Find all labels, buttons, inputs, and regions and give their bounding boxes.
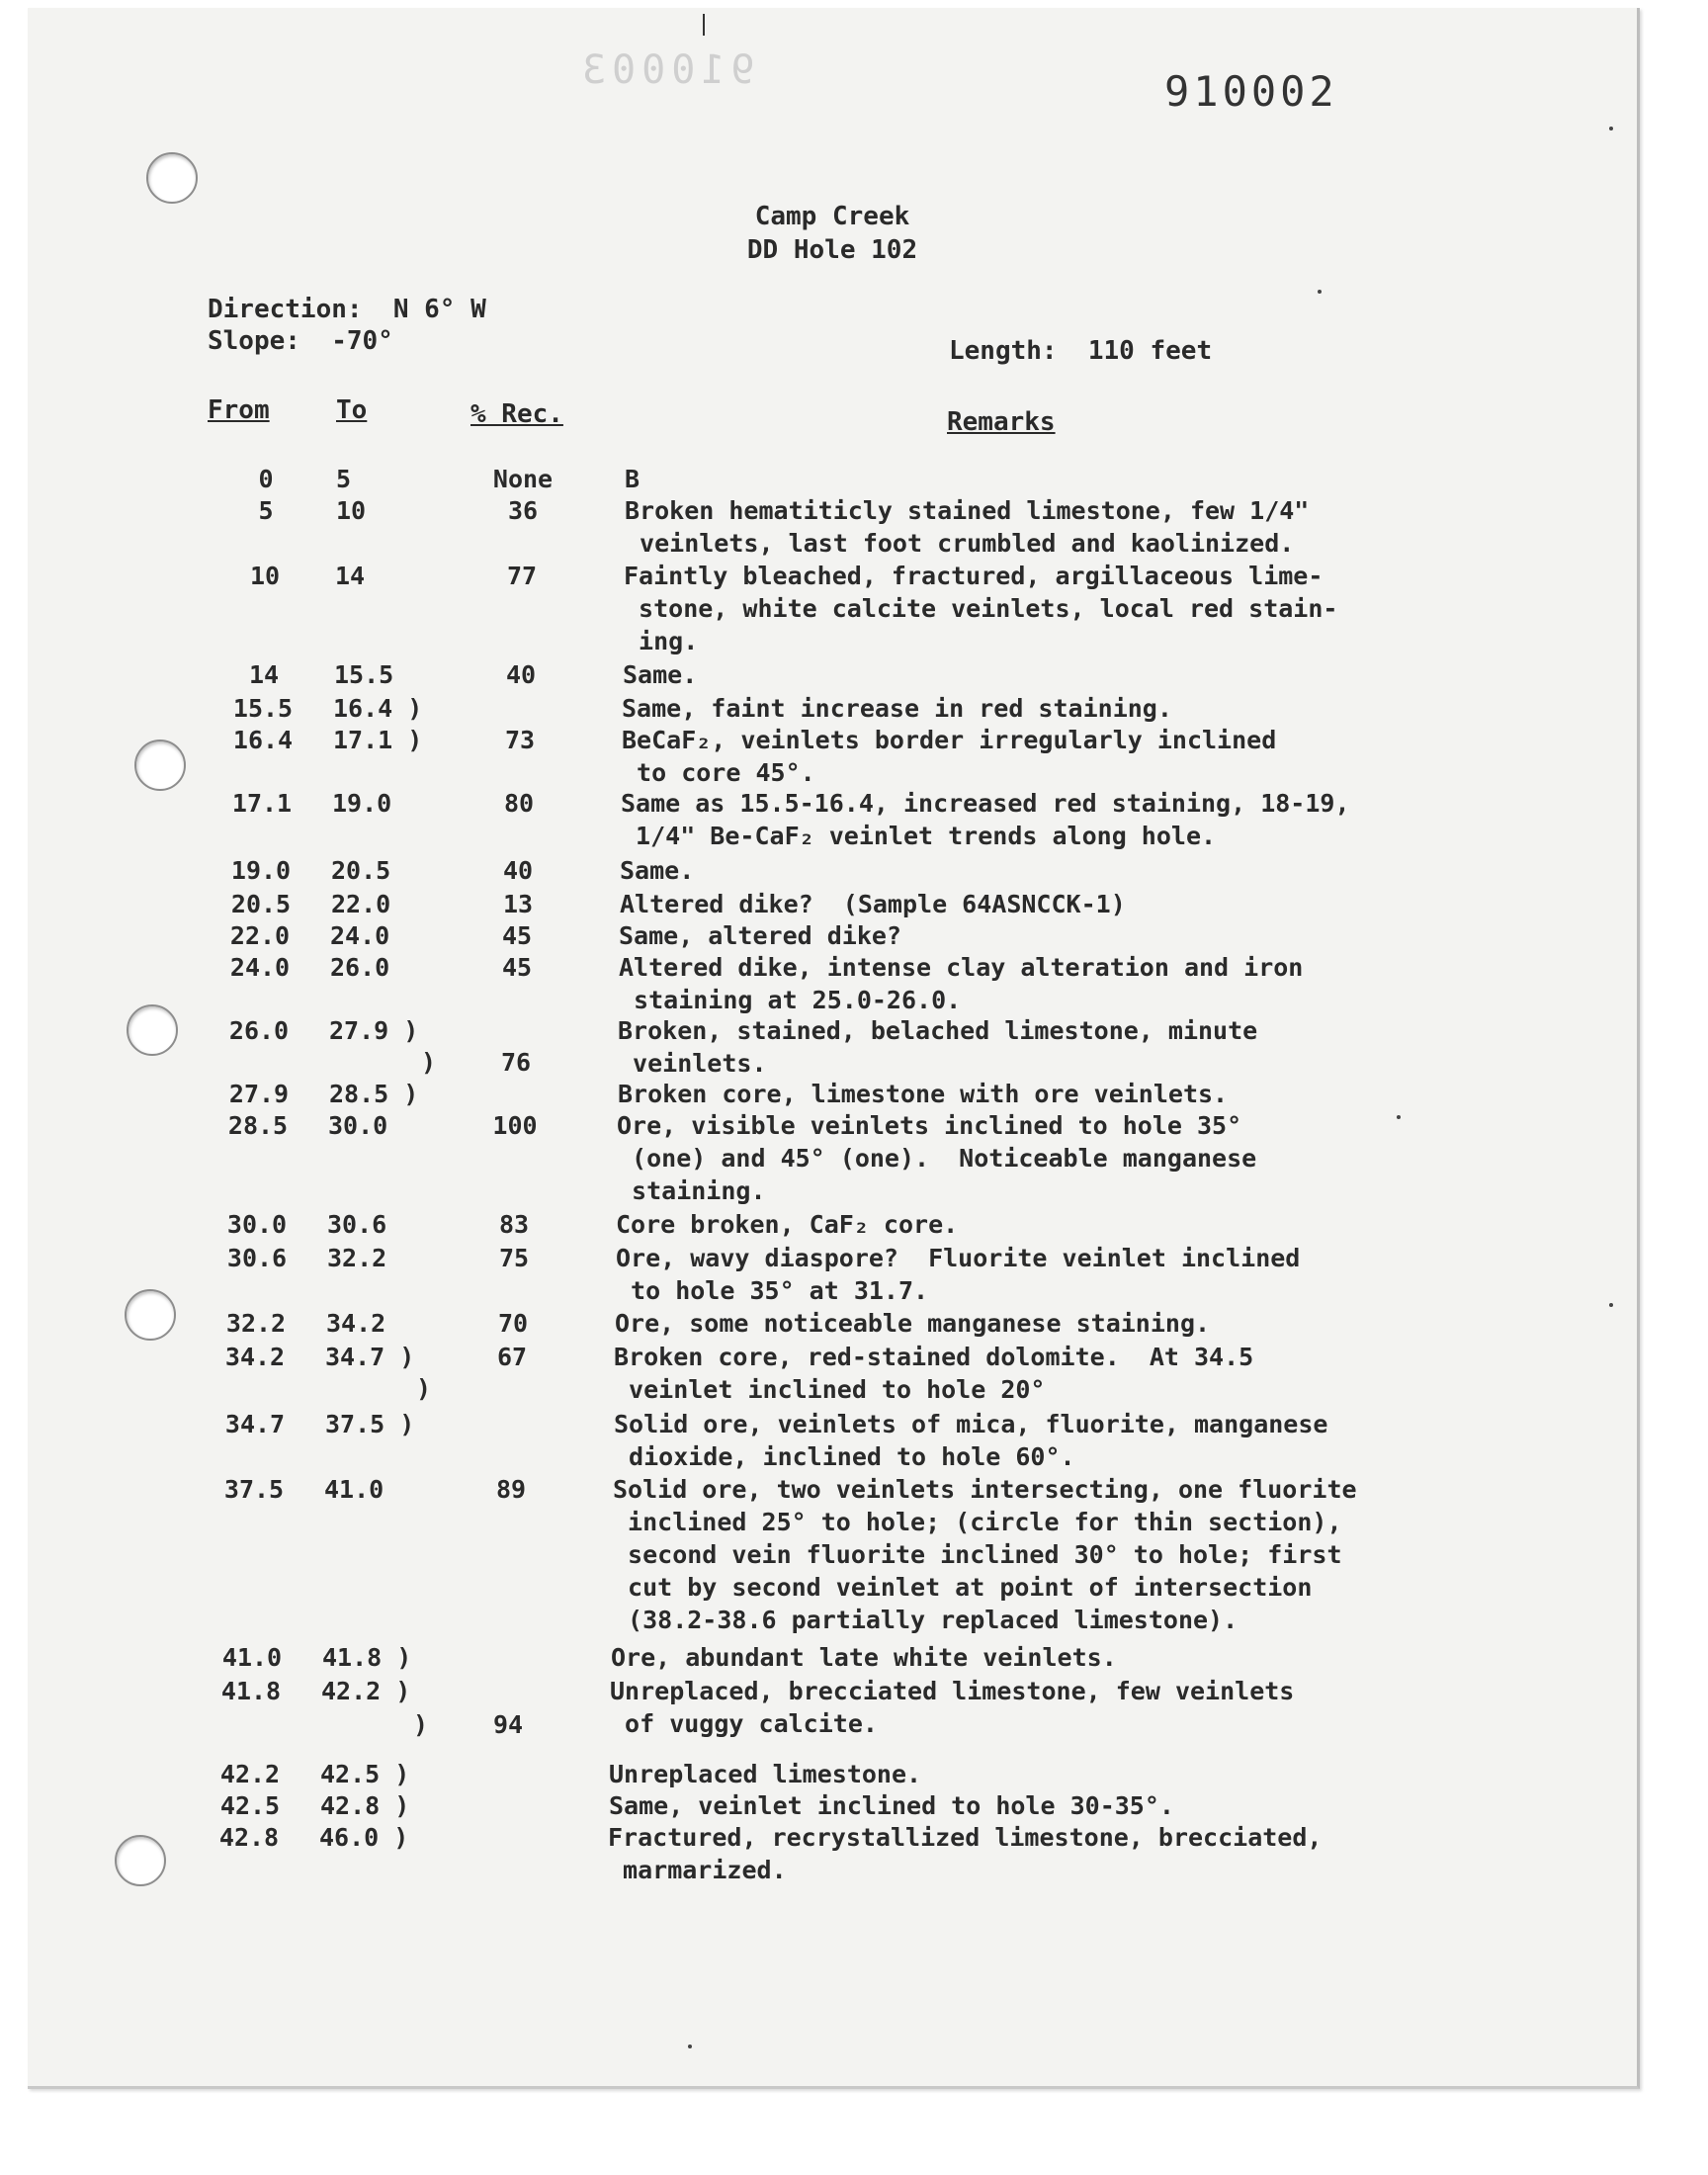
from-cell: 19.0	[230, 856, 292, 885]
remarks-cell: Fractured, recrystallized limestone, brecciated, marmarized.	[608, 1823, 1323, 1884]
recovery-cell: 40	[502, 856, 534, 885]
recovery-cell: 77	[506, 562, 538, 590]
recovery-cell: 75	[498, 1244, 530, 1272]
remarks-cell: Solid ore, two veinlets intersecting, one fluorite inclined 25° to hole; (circle for thin section), second vein fluorite inclined 30° to hole; first cut by second veinlet at point of intersection (38.2-38.6 partially replaced limestone).	[613, 1475, 1357, 1634]
from-cell: 30.6	[226, 1244, 288, 1272]
to-cell: 14	[335, 562, 366, 590]
to-cell: 19.0	[332, 789, 392, 818]
to-cell: 32.2	[327, 1244, 387, 1272]
from-cell: 34.7	[224, 1410, 286, 1438]
remarks-cell: Altered dike, intense clay alteration and iron staining at 25.0-26.0.	[619, 953, 1304, 1014]
log-sheet	[28, 8, 1640, 2089]
remarks-cell: Ore, abundant late white veinlets.	[611, 1643, 1117, 1672]
to-cell: 5	[336, 465, 352, 493]
punch-hole	[115, 1835, 166, 1886]
title-line2: DD Hole 102	[746, 235, 918, 265]
from-cell: 5	[258, 496, 274, 525]
from-cell: 41.8	[220, 1677, 282, 1705]
recovery-cell: 40	[505, 660, 537, 689]
from-cell: 26.0	[228, 1016, 290, 1045]
from-cell: 22.0	[229, 921, 291, 950]
to-cell: 26.0	[330, 953, 390, 982]
to-cell: 24.0	[330, 921, 390, 950]
remarks-header: Remarks	[947, 407, 1056, 437]
from-cell: 14	[248, 660, 280, 689]
recovery-cell: 94	[492, 1710, 524, 1739]
to-cell: 16.4 )	[333, 694, 423, 723]
to-cell: 34.7 )	[325, 1343, 415, 1371]
recovery-cell: 67	[496, 1343, 528, 1371]
from-cell: 42.8	[218, 1823, 280, 1852]
recovery-cell: 73	[504, 726, 536, 754]
from-cell: 17.1	[231, 789, 293, 818]
from-cell: 0	[258, 465, 274, 493]
to-cell: 20.5	[331, 856, 391, 885]
speck	[1609, 127, 1613, 130]
remarks-cell: Altered dike? (Sample 64ASNCCK-1)	[620, 890, 1126, 918]
from-cell: 20.5	[230, 890, 292, 918]
from-cell: 37.5	[223, 1475, 285, 1504]
from-cell: 15.5	[232, 694, 294, 723]
from-cell: 42.5	[219, 1791, 281, 1820]
remarks-cell: Same.	[620, 856, 695, 885]
to-cell: 10	[336, 496, 367, 525]
to-cell: 37.5 )	[325, 1410, 415, 1438]
remarks-cell: Same, faint increase in red staining.	[622, 694, 1172, 723]
slope-label: Slope: -70°	[208, 326, 393, 356]
bleed-through-number: 910003	[576, 47, 755, 93]
from-cell: 10	[249, 562, 281, 590]
recovery-cell: 45	[501, 953, 533, 982]
recovery-cell: None	[492, 465, 554, 493]
to-cell: 30.0	[328, 1111, 388, 1140]
remarks-cell: Unreplaced, brecciated limestone, few veinlets of vuggy calcite.	[610, 1677, 1295, 1738]
from-cell: 34.2	[224, 1343, 286, 1371]
punch-hole	[134, 740, 186, 791]
recovery-cell: 80	[503, 789, 535, 818]
group-bracket: )	[421, 1048, 437, 1077]
recovery-cell: 70	[497, 1309, 529, 1338]
remarks-cell: Unreplaced limestone.	[609, 1760, 922, 1788]
from-cell: 30.0	[226, 1210, 288, 1239]
remarks-cell: B	[625, 465, 640, 493]
remarks-cell: Broken, stained, belached limestone, minute veinlets.	[618, 1016, 1258, 1078]
remarks-cell: Ore, visible veinlets inclined to hole 35° (one) and 45° (one). Noticeable manganese staining.	[617, 1111, 1257, 1205]
recovery-cell: 13	[502, 890, 534, 918]
group-bracket: )	[416, 1374, 432, 1403]
from-cell: 27.9	[228, 1080, 290, 1108]
to-header: To	[336, 395, 368, 425]
punch-hole	[125, 1289, 176, 1341]
to-cell: 22.0	[331, 890, 391, 918]
length-label: Length: 110 feet	[949, 336, 1213, 366]
to-cell: 42.5 )	[320, 1760, 410, 1788]
remarks-cell: Ore, some noticeable manganese staining.	[615, 1309, 1211, 1338]
punch-hole	[146, 152, 198, 204]
to-cell: 15.5	[334, 660, 394, 689]
from-cell: 32.2	[225, 1309, 287, 1338]
remarks-cell: Core broken, CaF₂ core.	[616, 1210, 959, 1239]
from-cell: 41.0	[221, 1643, 283, 1672]
from-cell: 28.5	[227, 1111, 289, 1140]
direction-label: Direction: N 6° W	[208, 295, 486, 324]
remarks-cell: BeCaF₂, veinlets border irregularly inclined to core 45°.	[622, 726, 1277, 787]
to-cell: 30.6	[327, 1210, 387, 1239]
from-cell: 16.4	[232, 726, 294, 754]
remarks-cell: Broken hematiticly stained limestone, few 1/4" veinlets, last foot crumbled and kaolinized.	[625, 496, 1310, 558]
to-cell: 46.0 )	[319, 1823, 409, 1852]
remarks-cell: Same as 15.5-16.4, increased red staining, 18-19, 1/4" Be-CaF₂ veinlet trends along hole.	[621, 789, 1350, 850]
remarks-cell: Same, veinlet inclined to hole 30-35°.	[609, 1791, 1174, 1820]
remarks-cell: Broken core, red-stained dolomite. At 34.5 veinlet inclined to hole 20°	[614, 1343, 1254, 1404]
to-cell: 27.9 )	[329, 1016, 419, 1045]
to-cell: 41.8 )	[322, 1643, 412, 1672]
recovery-cell: 36	[507, 496, 539, 525]
rec-header: % Rec.	[470, 399, 563, 429]
from-header: From	[208, 395, 270, 425]
remarks-cell: Same, altered dike?	[619, 921, 901, 950]
document-number: 910002	[1164, 67, 1338, 116]
to-cell: 28.5 )	[329, 1080, 419, 1108]
recovery-cell: 45	[501, 921, 533, 950]
remarks-cell: Ore, wavy diaspore? Fluorite veinlet inclined to hole 35° at 31.7.	[616, 1244, 1301, 1305]
punch-hole	[127, 1004, 178, 1056]
recovery-cell: 76	[500, 1048, 532, 1077]
page-mark	[703, 14, 705, 36]
remarks-cell: Solid ore, veinlets of mica, fluorite, manganese dioxide, inclined to hole 60°.	[614, 1410, 1328, 1471]
remarks-cell: Same.	[623, 660, 698, 689]
to-cell: 42.2 )	[321, 1677, 411, 1705]
speck	[1397, 1115, 1401, 1119]
speck	[688, 2044, 692, 2048]
recovery-cell: 100	[492, 1111, 538, 1140]
to-cell: 34.2	[326, 1309, 386, 1338]
to-cell: 17.1 )	[333, 726, 423, 754]
to-cell: 42.8 )	[320, 1791, 410, 1820]
from-cell: 42.2	[219, 1760, 281, 1788]
speck	[1318, 290, 1322, 294]
recovery-cell: 89	[495, 1475, 527, 1504]
title-line1: Camp Creek	[754, 202, 910, 231]
remarks-cell: Faintly bleached, fractured, argillaceous lime- stone, white calcite veinlets, local red stain- ing.	[624, 562, 1338, 655]
to-cell: 41.0	[324, 1475, 384, 1504]
group-bracket: )	[413, 1710, 429, 1739]
remarks-cell: Broken core, limestone with ore veinlets.	[618, 1080, 1229, 1108]
speck	[1609, 1303, 1613, 1307]
recovery-cell: 83	[498, 1210, 530, 1239]
from-cell: 24.0	[229, 953, 291, 982]
